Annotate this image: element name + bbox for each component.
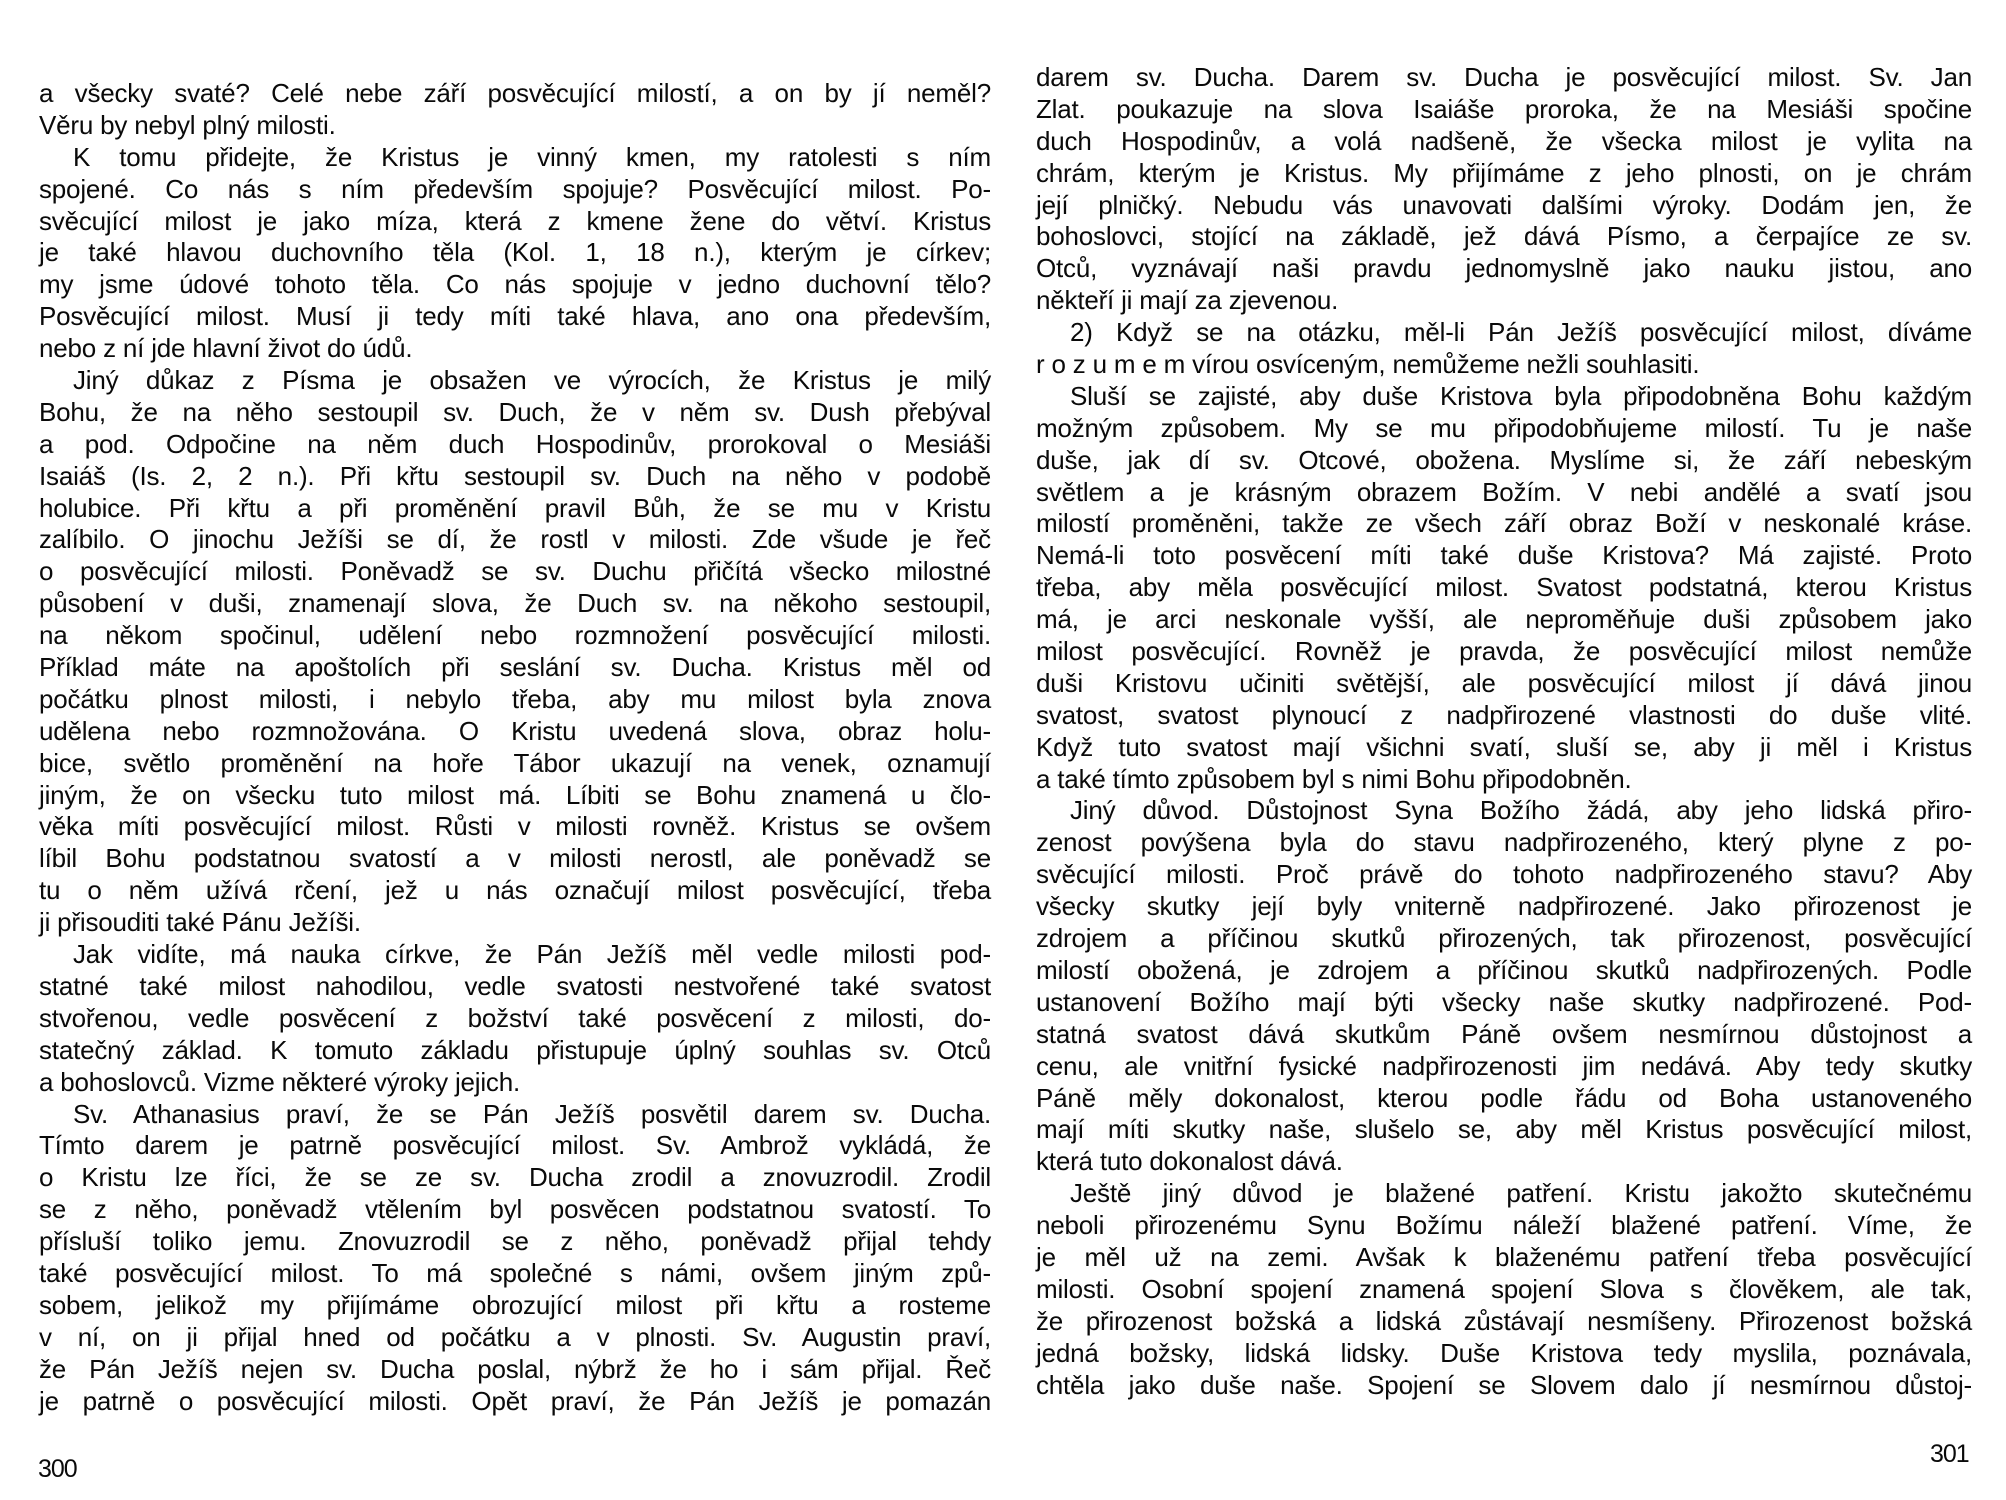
text-line: stvořenou, vedle posvěcení z božství také posvěcení z milosti, do- [39,1002,991,1033]
text-line: na někom spočinul, udělení nebo rozmnožení posvěcující milosti. [39,620,991,651]
text-line: je patrně o posvěcující milosti. Opět praví, že Pán Ježíš je pomazán [39,1385,991,1416]
text-line: neboli přirozenému Synu Božímu náleží blažené patření. Víme, že [1036,1210,1972,1241]
text-line: v ní, on ji přijal hned od počátku a v plnosti. Sv. Augustin praví, [39,1321,991,1352]
text-line: jedná božsky, lidská lidsky. Duše Kristova tedy myslila, poznávala, [1036,1337,1972,1368]
text-line: milost posvěcující. Rovněž je pravda, že posvěcující milost nemůže [1036,636,1972,667]
text-line: statná svatost dává skutkům Páně ovšem nesmírnou důstojnost a [1036,1018,1972,1049]
text-line: a všecky svaté? Celé nebe září posvěcující milostí, a on by jí neměl? [39,78,991,108]
text-line: darem sv. Ducha. Darem sv. Ducha je posvěcující milost. Sv. Jan [1036,62,1972,92]
text-line: r o z u m e m vírou osvíceným, nemůžeme nežli souhlasiti. [1036,349,1700,380]
text-line: jiným, že on všecku tuto milost má. Líbiti se Bohu znamená u člo- [39,779,991,810]
text-line: Tímto darem je patrně posvěcující milost. Sv. Ambrož vykládá, že [39,1130,991,1161]
text-line: má, je arci neskonale vyšší, ale neproměňuje duši způsobem jako [1036,604,1972,635]
text-line: Posvěcující milost. Musí ji tedy míti také hlava, ano ona především, [39,301,991,332]
text-line: všecky skutky její byly vniterně nadpřirozené. Jako přirozenost je [1036,891,1972,922]
text-line: 2) Když se na otázku, měl-li Pán Ježíš posvěcující milost, díváme [1070,317,1972,348]
text-line: milostí obožená, je zdrojem a příčinou skutků nadpřirozených. Podle [1036,954,1972,985]
text-line: milosti. Osobní spojení znamená spojení Slova s člověkem, ale tak, [1036,1273,1972,1304]
text-line: Sv. Athanasius praví, že se Pán Ježíš posvětil darem sv. Ducha. [73,1098,991,1129]
text-line: Páně měly dokonalost, kterou podle řádu od Boha ustanoveného [1036,1082,1972,1113]
text-line: K tomu přidejte, že Kristus je vinný kmen, my ratolesti s ním [73,141,991,172]
text-line: o posvěcující milosti. Poněvadž se sv. Duchu přičítá všecko milostné [39,556,991,587]
text-line: svěcující milost je jako míza, která z kmene žene do větví. Kristus [39,205,991,236]
text-line: my jsme údové tohoto těla. Co nás spojuje v jedno duchovní tělo? [39,269,991,300]
text-line: která tuto dokonalost dává. [1036,1146,1343,1177]
text-line: její plničký. Nebudu vás unavovati dalšími výroky. Dodám jen, že [1036,189,1972,220]
text-line: ustanovení Božího mají býti všecky naše skutky nadpřirozené. Pod- [1036,986,1972,1017]
text-line: Bohu, že na něho sestoupil sv. Duch, že v něm sv. Dush přebýval [39,396,991,427]
text-line: se z něho, poněvadž vtělením byl posvěcen podstatnou svatostí. To [39,1194,991,1225]
text-line: bice, světlo proměnění na hoře Tábor ukazují na venek, oznamují [39,747,991,778]
text-line: milostí proměněni, takže ze všech září obraz Boží v neskonalé kráse. [1036,508,1972,539]
text-line: světlem a je krásným obrazem Božím. V nebi andělé a svatí jsou [1036,476,1972,507]
text-line: Jiný důkaz z Písma je obsažen ve výrocích, že Kristus je milý [73,365,991,396]
text-line: a pod. Odpočine na něm duch Hospodinův, prorokoval o Mesiáši [39,428,991,459]
text-line: je také hlavou duchovního těla (Kol. 1, 18 n.), kterým je církev; [39,237,991,268]
text-line: působení v duši, znamenají slova, že Duch sv. na někoho sestoupil, [39,588,991,619]
text-line: mají míti skutky naše, slušelo se, aby měl Kristus posvěcující milost, [1036,1114,1972,1145]
text-line: duch Hospodinův, a volá nadšeně, že všecka milost je vylita na [1036,125,1972,156]
text-line: také posvěcující milost. To má společné s námi, ovšem jiným způ- [39,1257,991,1288]
text-line: chrám, kterým je Kristus. My přijímáme z jeho plnosti, on je chrám [1036,157,1972,188]
text-line: statné také milost nahodilou, vedle svatosti nestvořené také svatost [39,970,991,1001]
text-line: sobem, jelikož my přijímáme obrozující milost při křtu a rosteme [39,1289,991,1320]
text-line: zenost povýšena byla do stavu nadpřirozeného, který plyne z po- [1036,827,1972,858]
text-line: Věru by nebyl plný milosti. [39,109,336,140]
text-line: a bohoslovců. Vizme některé výroky jejich. [39,1066,521,1097]
text-line: počátku plnost milosti, i nebylo třeba, aby mu milost byla znova [39,683,991,714]
text-line: holubice. Při křtu a při proměnění pravil Bůh, že se mu v Kristu [39,492,991,523]
text-line: duši Kristovu učiniti světější, ale posvěcující milost jí dává jinou [1036,667,1972,698]
text-line: Otců, vyznávají naši pravdu jednomyslně jako nauku jistou, ano [1036,253,1972,284]
text-line: Isaiáš (Is. 2, 2 n.). Při křtu sestoupil sv. Duch na něho v podobě [39,460,991,491]
text-line: statečný základ. K tomuto základu přistupuje úplný souhlas sv. Otců [39,1034,991,1065]
text-line: ji přisouditi také Pánu Ježíši. [39,907,361,938]
text-line: a také tímto způsobem byl s nimi Bohu připodobněn. [1036,763,1632,794]
text-line: Zlat. poukazuje na slova Isaiáše proroka, že na Mesiáši spočine [1036,93,1972,124]
text-line: tu o něm užívá rčení, jež u nás označují milost posvěcující, třeba [39,875,991,906]
text-line: Když tuto svatost mají všichni svatí, sluší se, aby ji měl i Kristus [1036,731,1972,762]
text-line: spojené. Co nás s ním především spojuje? Posvěcující milost. Po- [39,173,991,204]
page-number-left: 300 [38,1455,77,1483]
text-line: nebo z ní jde hlavní život do údů. [39,333,413,364]
text-line: cenu, ale vnitřní fysické nadpřirozenosti jim nedává. Aby tedy skutky [1036,1050,1972,1081]
text-line: přísluší toliko jemu. Znovuzrodil se z něho, poněvadž přijal tehdy [39,1226,991,1257]
book-gutter [1003,0,1004,1500]
text-line: Ještě jiný důvod je blažené patření. Kristu jakožto skutečnému [1070,1178,1972,1209]
text-line: možným způsobem. My se mu připodobňujeme milostí. Tu je naše [1036,412,1972,443]
text-line: že přirozenost božská a lidská zůstávají nesmíšeny. Přirozenost božská [1036,1305,1972,1336]
text-line: že Pán Ježíš nejen sv. Ducha poslal, nýbrž že ho i sám přijal. Řeč [39,1353,991,1384]
text-line: líbil Bohu podstatnou svatostí a v milosti nerostl, ale poněvadž se [39,843,991,874]
text-line: zdrojem a příčinou skutků přirozených, tak přirozenost, posvěcující [1036,923,1972,954]
left-page-text [39,78,991,1417]
text-line: Jiný důvod. Důstojnost Syna Božího žádá, aby jeho lidská přiro- [1070,795,1972,826]
text-line: zalíbilo. O jinochu Ježíši se dí, že rostl v milosti. Zde všude je řeč [39,524,991,555]
text-line: je měl už na zemi. Avšak k blaženému patření třeba posvěcující [1036,1241,1972,1272]
text-line: Jak vidíte, má nauka církve, že Pán Ježíš měl vedle milosti pod- [73,939,991,970]
text-line: chtěla jako duše naše. Spojení se Slovem dalo jí nesmírnou důstoj- [1036,1369,1972,1400]
page-number-right: 301 [1930,1440,1969,1468]
text-line: věka míti posvěcující milost. Růsti v milosti rovněž. Kristus se ovšem [39,811,991,842]
text-line: duše, jak dí sv. Otcové, obožena. Myslíme si, že září nebeským [1036,444,1972,475]
text-line: svěcující milosti. Proč právě do tohoto nadpřirozeného stavu? Aby [1036,859,1972,890]
text-line: bohoslovci, stojící na základě, jež dává Písmo, a čerpajíce ze sv. [1036,221,1972,252]
text-line: Příklad máte na apoštolích při seslání sv. Ducha. Kristus měl od [39,652,991,683]
text-line: svatost, svatost plynoucí z nadpřirozené vlastnosti do duše vlité. [1036,699,1972,730]
text-line: třeba, aby měla posvěcující milost. Svatost podstatná, kterou Kristus [1036,572,1972,603]
text-line: Sluší se zajisté, aby duše Kristova byla připodobněna Bohu každým [1070,380,1972,411]
text-line: udělena nebo rozmnožována. O Kristu uvedená slova, obraz holu- [39,715,991,746]
text-line: Nemá-li toto posvěcení míti také duše Kristova? Má zajisté. Proto [1036,540,1972,571]
text-line: o Kristu lze říci, že se ze sv. Ducha zrodil a znovuzrodil. Zrodil [39,1162,991,1193]
text-line: někteří ji mají za zjevenou. [1036,285,1339,316]
right-page-text [1036,62,1972,1401]
